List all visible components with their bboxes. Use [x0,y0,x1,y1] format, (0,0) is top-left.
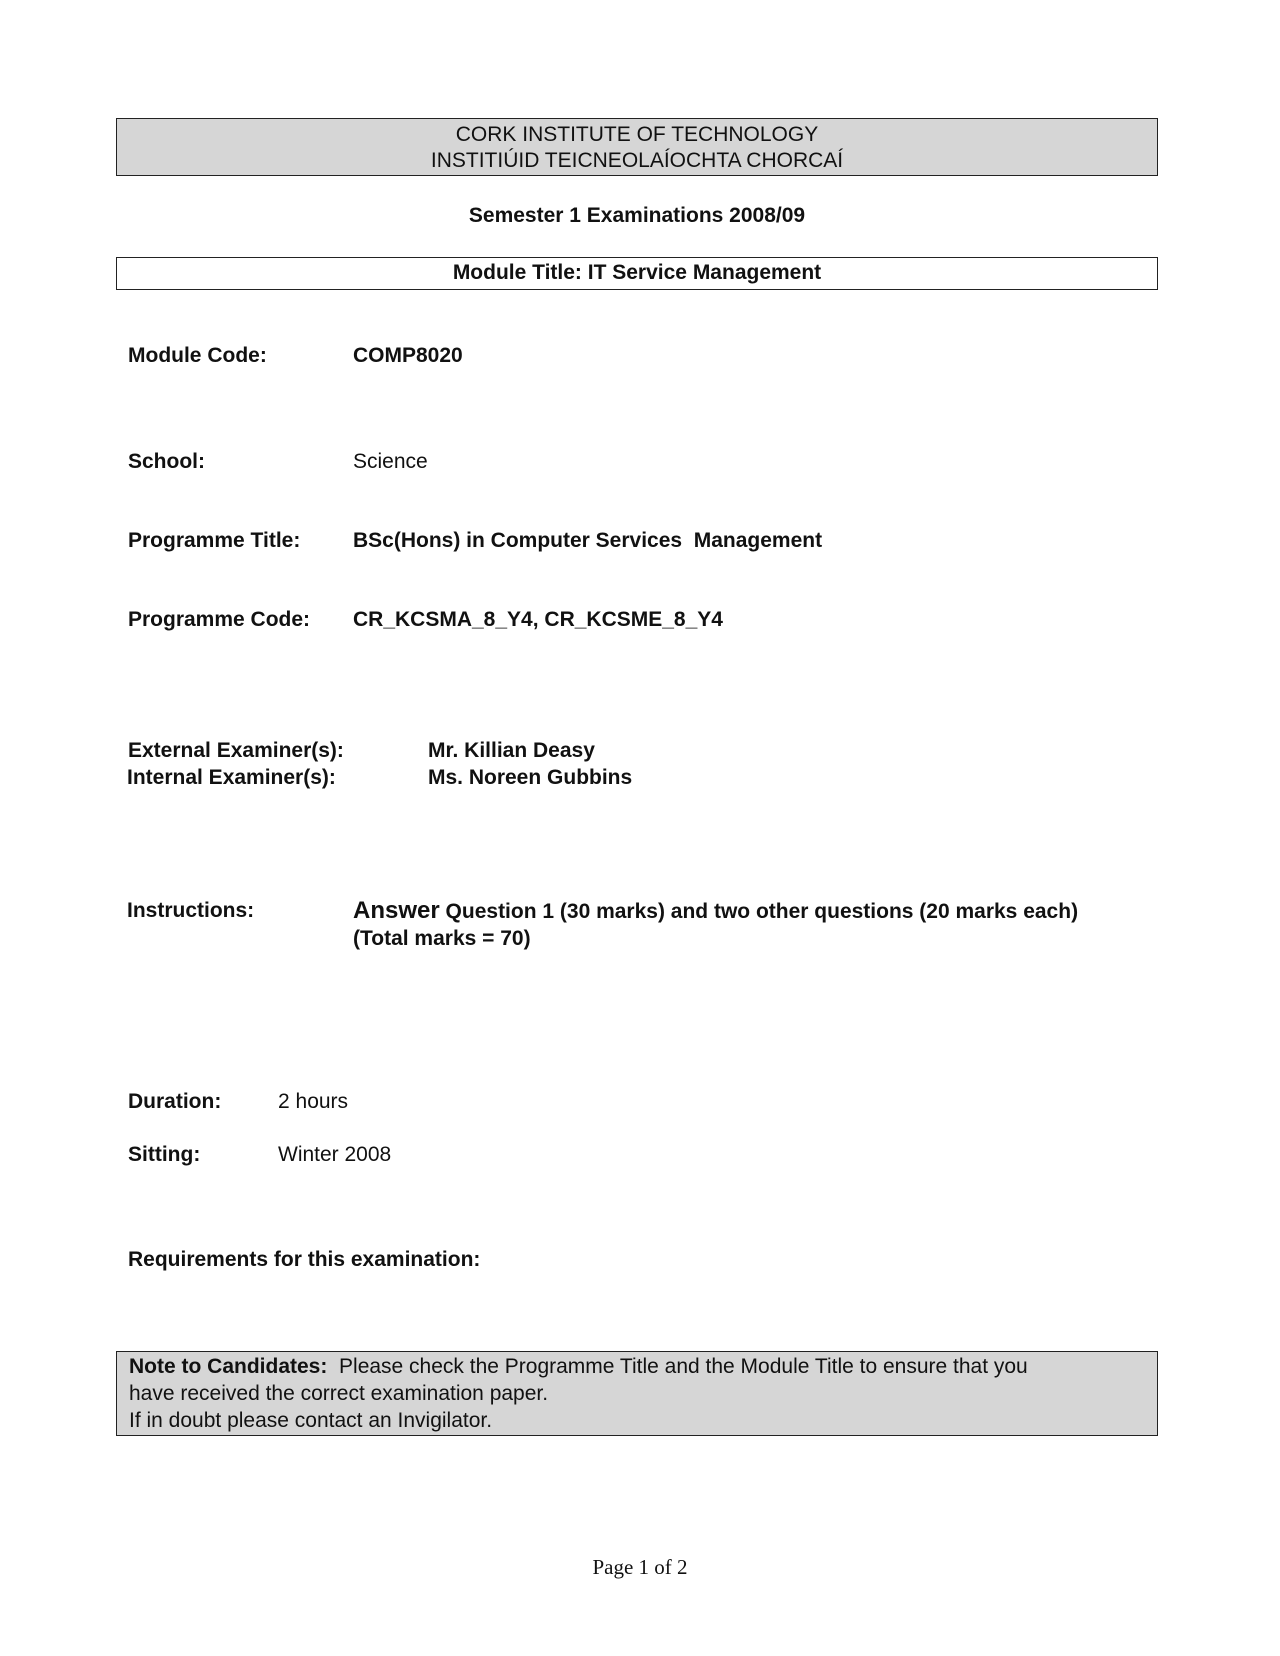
note-title: Note to Candidates: [129,1355,328,1378]
programme-title-value: BSc(Hons) in Computer Services Management [353,529,823,552]
instructions-answer-word: Answer [353,897,440,924]
institute-name-irish: INSTITIÚID TEICNEOLAÍOCHTA CHORCAÍ [430,149,844,172]
note-line-3: If in doubt please contact an Invigilator. [129,1409,493,1432]
module-code-value: COMP8020 [353,344,463,367]
module-title: Module Title: IT Service Management [116,257,1158,290]
requirements-label: Requirements for this examination: [128,1248,481,1271]
page-number: Page 1 of 2 [592,1555,688,1579]
note-line-1: Please check the Programme Title and the Module Title to ensure that you [339,1355,1028,1378]
programme-code-label: Programme Code: [128,608,311,631]
programme-code-value: CR_KCSMA_8_Y4, CR_KCSME_8_Y4 [353,608,723,631]
module-code-label: Module Code: [128,344,267,367]
instructions-line-1: Question 1 (30 marks) and two other questions (20 marks each) [445,900,1079,923]
semester-heading: Semester 1 Examinations 2008/09 [468,204,806,227]
instructions-line-2: (Total marks = 70) [353,927,531,950]
institute-name-english: CORK INSTITUTE OF TECHNOLOGY [455,123,819,146]
duration-label: Duration: [128,1090,222,1113]
instructions-text [353,897,1078,952]
note-to-candidates [116,1351,1158,1436]
institute-header [116,118,1158,176]
school-value: Science [353,450,428,473]
school-label: School: [128,450,205,473]
duration-value: 2 hours [278,1090,349,1113]
external-examiner-value: Mr. Killian Deasy [428,739,595,762]
sitting-label: Sitting: [128,1143,201,1166]
instructions-label: Instructions: [127,899,255,922]
internal-examiner-value: Ms. Noreen Gubbins [428,766,633,789]
internal-examiner-label: Internal Examiner(s): [127,766,336,789]
external-examiner-label: External Examiner(s): [128,739,344,762]
programme-title-label: Programme Title: [128,529,301,552]
sitting-value: Winter 2008 [278,1143,392,1166]
note-line-2: have received the correct examination paper. [129,1382,549,1405]
